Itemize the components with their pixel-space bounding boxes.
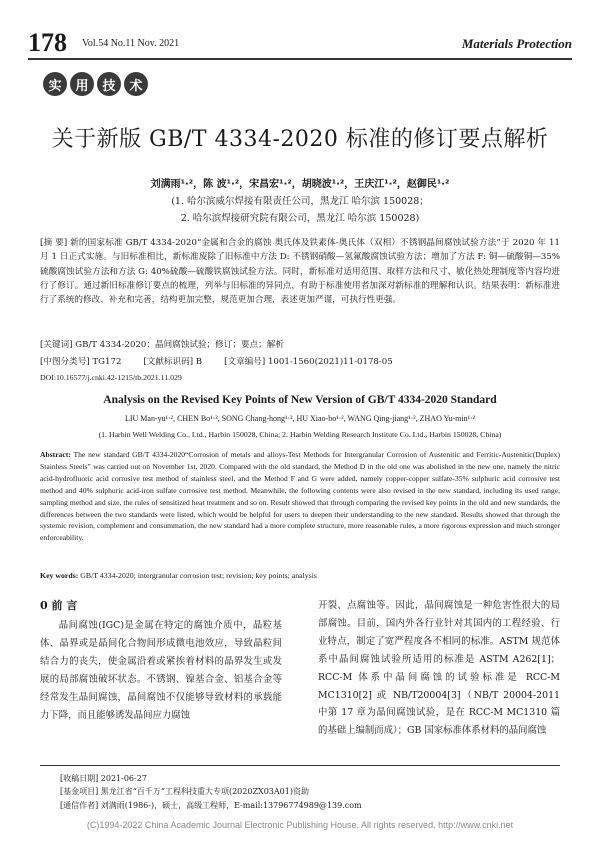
abstract-cn: [摘 要] 新的国家标准 GB/T 4334-2020“金属和合金的腐蚀 奥氏体及铁素体-奥氏体（双相）不锈钢晶间腐蚀试验方法”于 2020 年 11 月 1 日正式实施。与旧标准相比，新标准废除了旧标准中方法 D: 不锈钢硝酸—氢氟酸腐蚀试验方法；增加了方法 F: 铜—硫酸铜—35%硫酸腐蚀试验方法和方法 G: 40%硫酸—硫酸铁腐蚀试验方法。同时，新标准对适用范围、取样方法和尺寸、敏化热处理制度等内容均进行了修订。通过新旧标准修订要点的梳理，列举与旧标准的异同点，有助于标准使用者加深对新标准的理解和认识。结果表明：新标准进行了系统的修改、补充和完善，结构更加完整，规范更加合理，表述更加严谨，可执行性更强。 [40, 238, 560, 306]
article-title: 关于新版 GB/T 4334-2020 标准的修订要点解析 [51, 127, 549, 152]
body-column-left [40, 597, 282, 724]
authors: 刘满雨¹·²，陈 波¹·²，宋昌宏¹·²，胡晓波¹·²，王庆江¹·²，赵御民¹·² [150, 179, 450, 190]
running-header [28, 28, 572, 58]
title-en: Analysis on the Revised Key Points of New Version of GB/T 4334-2020 Standard [103, 394, 497, 406]
journal-name: Materials Protection [461, 36, 572, 51]
abstract-en-label: Abstract: [40, 450, 71, 459]
body-paragraph: 晶间腐蚀(IGC)是金属在特定的腐蚀介质中，晶粒基体、晶界或是晶间化合物间形成微电池效应，导致晶粒间结合力的丧失，使金属沿着或紧挨着材料的晶界发生或发展的局部腐蚀破坏状态。不锈钢、镍基合金、铝基合金等经常发生晶间腐蚀，晶间腐蚀不仅能够导致材料的承载能力下降，而且能够诱发晶间应力腐蚀 [40, 620, 282, 721]
clc-number: [中图分类号] TG172 [40, 357, 122, 367]
doi: DOI:10.16577/j.cnki.42-1215/tb.2021.11.029 [40, 373, 182, 382]
keywords-cn: [关键词] GB/T 4334-2020；晶间腐蚀试验；修订；要点；解析 [40, 340, 284, 350]
keywords-en [40, 571, 560, 580]
section-label [43, 72, 148, 96]
keywords-en-text: GB/T 4334-2020; intergranular corrosion test; revision; key points; analysis [78, 571, 317, 580]
authors-en: LIU Man-yu¹·², CHEN Bo¹·², SONG Chang-hong¹·², HU Xiao-bo¹·², WANG Qing-jiang¹·², ZHAO Yu-min¹·² [124, 414, 476, 423]
abstract-en [40, 449, 560, 544]
footnote-funding: [基金项目] 黑龙江省“百千万”工程科技重大专项(2020ZX03A01)资助 [60, 787, 309, 797]
footnotes [60, 772, 362, 812]
header-rule [28, 58, 572, 60]
document-code: [文献标识码] B [143, 357, 203, 367]
affiliation-1: (1. 哈尔滨威尔焊接有限责任公司，黑龙江 哈尔滨 150028； [171, 196, 429, 207]
affiliations-en: (1. Harbin Well Welding Co., Ltd., Harbin 150028, China; 2. Harbin Welding Research Institute Co. Ltd., Harbin 150028, China) [98, 430, 502, 439]
page-number: 178 [28, 28, 67, 57]
article-number: [文章编号] 1001-1560(2021)11-0178-05 [224, 357, 393, 367]
keywords-en-label: Key words: [40, 571, 79, 580]
affiliation-2: 2. 哈尔滨焊接研究院有限公司，黑龙江 哈尔滨 150028) [180, 213, 420, 224]
section-heading: 0 前 言 [40, 599, 78, 612]
footnote-corresponding: [通信作者] 刘满雨(1986-)，硕士，高级工程师，E-mail:13796774989@139.com [60, 800, 362, 810]
footnote-rule [40, 765, 560, 766]
body-paragraph: 开裂、点腐蚀等。因此，晶间腐蚀是一种危害性很大的局部腐蚀。目前，国内外各行业针对其国内的工程经验、行业特点，制定了宽严程度各不相同的标准。ASTM 规范体系中晶间腐蚀试验所适用的标准是 ASTM A262[1]；RCC-M 体系中晶间腐蚀的试验标准是 RCC-M MC1310[2] 或 NB/T20004[3]（NB/T 20004-2011 中第 17 章为晶间腐蚀试验，是在 RCC-M MC1310 篇的基础上编制而成）；GB 国家标准体系材料的晶间腐蚀 [318, 600, 560, 737]
section-label-char: 用 [70, 72, 94, 96]
section-label-char: 术 [124, 72, 148, 96]
footnote-received: [收稿日期] 2021-06-27 [60, 774, 147, 783]
abstract-en-text: The new standard GB/T 4334-2020“Corrosion of metals and alloys-Test Methods for Intergranular Corrosion of Austenitic and Ferritic-Austenitic(Duplex) Stainless Steels” was carried out on November 1st, 2020. Compared with the old standard, the Method D in the old one was abolished in the new one, namely the nitric acid-hydrofluoric acid corrosive test method of stainless steel, and the Method F and G were added, namely copper-copper sulfate-35% sulphuric acid corrosive test method and 40% sulphuric acid-iron sulfate corrosive test method. Meanwhile, the following contents were also revised in the new standard, including its used range, sampling method and size, the rules of sensitized heat treatment and so on. Result showed that through comparing the revised key points in the old and new standards, the differences between the two standards were listed, which would be helpful for users to deepen their understanding to the new standard. Results showed that through the systemic revision, complement and consummation, the new standard had a more complete structure, more reasonable rules, a more rigorous expression and much stronger enforceability. [40, 450, 560, 543]
body-column-right [318, 597, 560, 740]
section-label-char: 实 [43, 72, 67, 96]
volume-info: Vol.54 No.11 Nov. 2021 [82, 38, 180, 49]
copyright-watermark: (C)1994-2022 China Academic Journal Electronic Publishing House. All rights reserved. http://www.cnki.net [86, 820, 514, 830]
classification-row [40, 355, 560, 367]
section-label-char: 技 [97, 72, 121, 96]
